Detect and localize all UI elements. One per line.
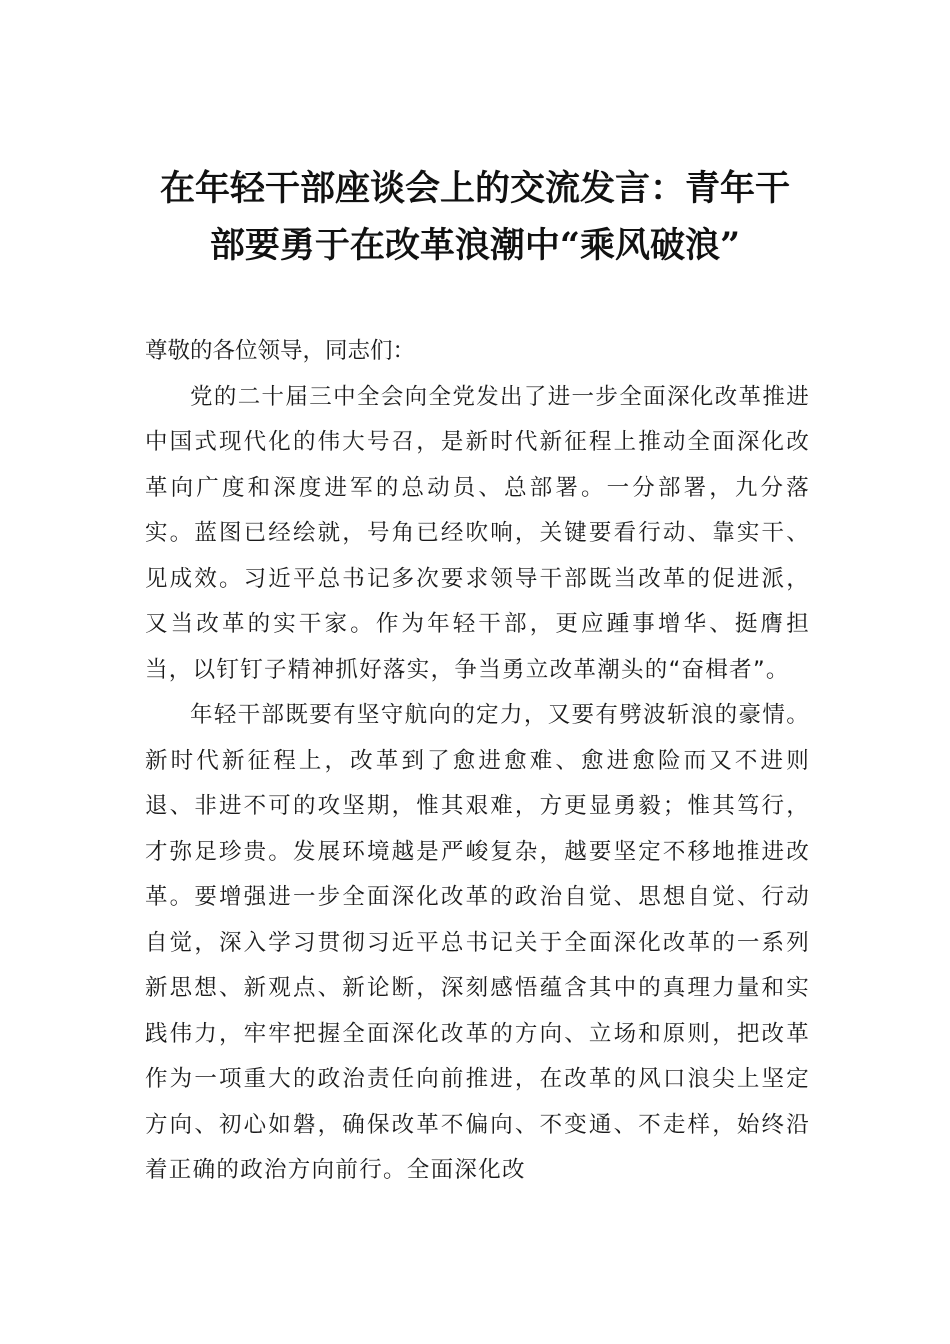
title-line-1: 在年轻干部座谈会上的交流发言：青年干	[159, 168, 790, 209]
paragraph-1: 党的二十届三中全会向全党发出了进一步全面深化改革推进中国式现代化的伟大号召，是新时代新征程上推动全面深化改革向广度和深度进军的总动员、总部署。一分部署，九分落实。蓝图已经绘就，号角已经吹响，关键要看行动、靠实干、见成效。习近平总书记多次要求领导干部既当改革的促进派，又当改革的实干家。作为年轻干部，更应踵事增华、挺膺担当，以钉钉子精神抓好落实，争当勇立改革潮头的“奋楫者”。	[145, 383, 810, 683]
paragraph-2: 年轻干部既要有坚守航向的定力，又要有劈波斩浪的豪情。新时代新征程上，改革到了愈进愈难、愈进愈险而又不进则退、非进不可的攻坚期，惟其艰难，方更显勇毅；惟其笃行，才弥足珍贵。发展环境越是严峻复杂，越要坚定不移地推进改革。要增强进一步全面深化改革的政治自觉、思想自觉、行动自觉，深入学习贯彻习近平总书记关于全面深化改革的一系列新思想、新观点、新论断，深刻感悟蕴含其中的真理力量和实践伟力，牢牢把握全面深化改革的方向、立场和原则，把改革作为一项重大的政治责任向前推进，在改革的风口浪尖上坚定方向、初心如磐，确保改革不偏向、不变通、不走样，始终沿着正确的政治方向前行。全面深化改	[145, 702, 810, 1183]
document-title	[130, 160, 820, 274]
title-line-2: 部要勇于在改革浪潮中“乘风破浪”	[209, 225, 741, 266]
salutation: 尊敬的各位领导，同志们：	[145, 338, 416, 364]
document-body	[145, 329, 810, 1194]
